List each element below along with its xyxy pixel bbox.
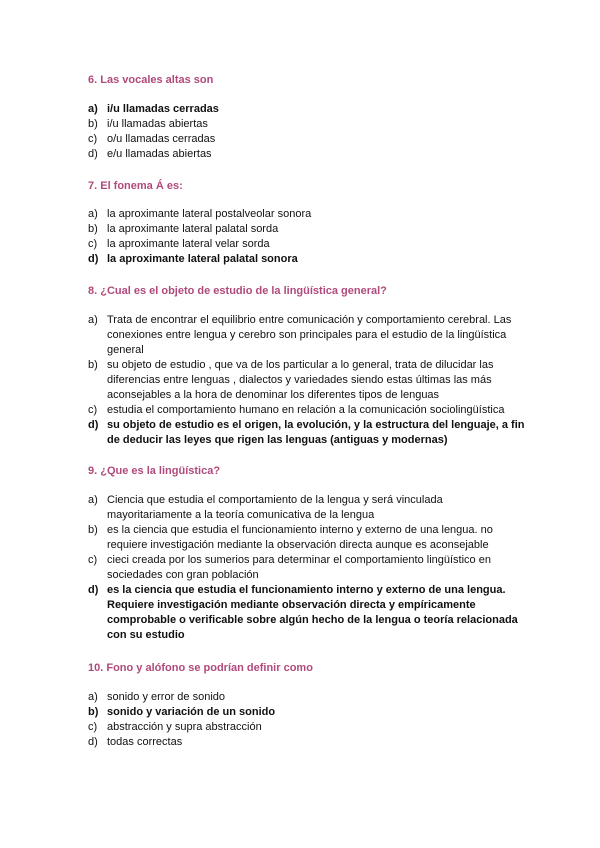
option-text: o/u llamadas cerradas — [107, 133, 216, 145]
option-letter: b) — [88, 359, 98, 371]
answer-option — [88, 720, 528, 735]
option-letter: b) — [88, 706, 99, 718]
answer-option — [88, 358, 528, 403]
answer-option — [88, 147, 528, 162]
question-title: 8. ¿Cual es el objeto de estudio de la lingüística general? — [88, 285, 387, 297]
option-letter: a) — [88, 691, 98, 703]
option-letter: d) — [88, 419, 99, 431]
option-text: Ciencia que estudia el comportamiento de la lengua y será vinculada mayoritariamente a la teoría comunicativa de la lengua — [107, 494, 443, 521]
option-letter: c) — [88, 133, 98, 145]
option-letter: d) — [88, 253, 99, 265]
option-text: Trata de encontrar el equilibrio entre comunicación y comportamiento cerebral. Las conexiones entre lengua y cerebro son principales para el estudio de la lingüística general — [107, 314, 512, 356]
option-text: i/u llamadas abiertas — [107, 118, 208, 130]
option-letter: b) — [88, 118, 98, 130]
option-text: es la ciencia que estudia el funcionamiento interno y externo de una lengua. no requiere investigación mediante la observación directa aunque es aconsejable — [107, 524, 493, 551]
answer-option-correct — [88, 705, 528, 720]
option-letter: b) — [88, 524, 98, 536]
question-title: 6. Las vocales altas son — [88, 74, 214, 86]
option-letter: a) — [88, 208, 98, 220]
option-letter: a) — [88, 494, 98, 506]
answer-option-correct — [88, 252, 528, 267]
option-text: es la ciencia que estudia el funcionamiento interno y externo de una lengua. Requiere investigación mediante observación directa y empíricamente comprobable o verificable sobre algún hecho de la lengua o teoría relacionada con su estudio — [107, 584, 518, 641]
answer-list — [88, 313, 528, 448]
answer-list — [88, 102, 528, 162]
option-text: la aproximante lateral velar sorda — [107, 238, 270, 250]
answer-option — [88, 690, 528, 705]
answer-list — [88, 493, 528, 643]
answer-option-correct — [88, 102, 528, 117]
answer-option — [88, 132, 528, 147]
answer-option — [88, 313, 528, 358]
option-text: i/u llamadas cerradas — [107, 103, 219, 115]
option-text: abstracción y supra abstracción — [107, 721, 262, 733]
answer-option — [88, 237, 528, 252]
answer-option-correct — [88, 583, 528, 643]
answer-list — [88, 207, 528, 267]
answer-option — [88, 553, 528, 583]
answer-option — [88, 207, 528, 222]
option-text: la aproximante lateral palatal sonora — [107, 253, 298, 265]
option-letter: c) — [88, 404, 98, 416]
option-text: e/u llamadas abiertas — [107, 148, 212, 160]
option-text: todas correctas — [107, 736, 183, 748]
option-text: estudia el comportamiento humano en relación a la comunicación sociolingüística — [107, 404, 505, 416]
option-letter: d) — [88, 736, 98, 748]
option-text: la aproximante lateral postalveolar sonora — [107, 208, 312, 220]
option-text: su objeto de estudio es el origen, la evolución, y la estructura del lenguaje, a fin de deducir las leyes que rigen las lenguas (antiguas y modernas) — [107, 419, 525, 446]
answer-option — [88, 735, 528, 750]
option-text: sonido y error de sonido — [107, 691, 226, 703]
question-title: 10. Fono y alófono se podrían definir como — [88, 662, 313, 674]
answer-option-correct — [88, 418, 528, 448]
option-letter: c) — [88, 721, 98, 733]
option-text: su objeto de estudio , que va de los particular a lo general, trata de dilucidar las diferencias entre lenguas , dialectos y variedades siendo estas últimas las más aconsejables a la hora de denominar los diferentes tipos de lenguas — [107, 359, 494, 401]
option-text: sonido y variación de un sonido — [107, 706, 276, 718]
question-title: 7. El fonema Á es: — [88, 180, 183, 192]
answer-option — [88, 222, 528, 237]
option-text: la aproximante lateral palatal sorda — [107, 223, 279, 235]
option-letter: a) — [88, 314, 98, 326]
option-letter: c) — [88, 554, 98, 566]
answer-list — [88, 690, 528, 750]
answer-option — [88, 117, 528, 132]
option-letter: c) — [88, 238, 98, 250]
answer-option — [88, 403, 528, 418]
question-title: 9. ¿Que es la lingüística? — [88, 465, 221, 477]
option-text: cieci creada por los sumerios para determinar el comportamiento lingüístico en sociedades con gran población — [107, 554, 491, 581]
answer-option — [88, 493, 528, 523]
option-letter: b) — [88, 223, 98, 235]
option-letter: d) — [88, 584, 99, 596]
option-letter: d) — [88, 148, 98, 160]
answer-option — [88, 523, 528, 553]
option-letter: a) — [88, 103, 98, 115]
